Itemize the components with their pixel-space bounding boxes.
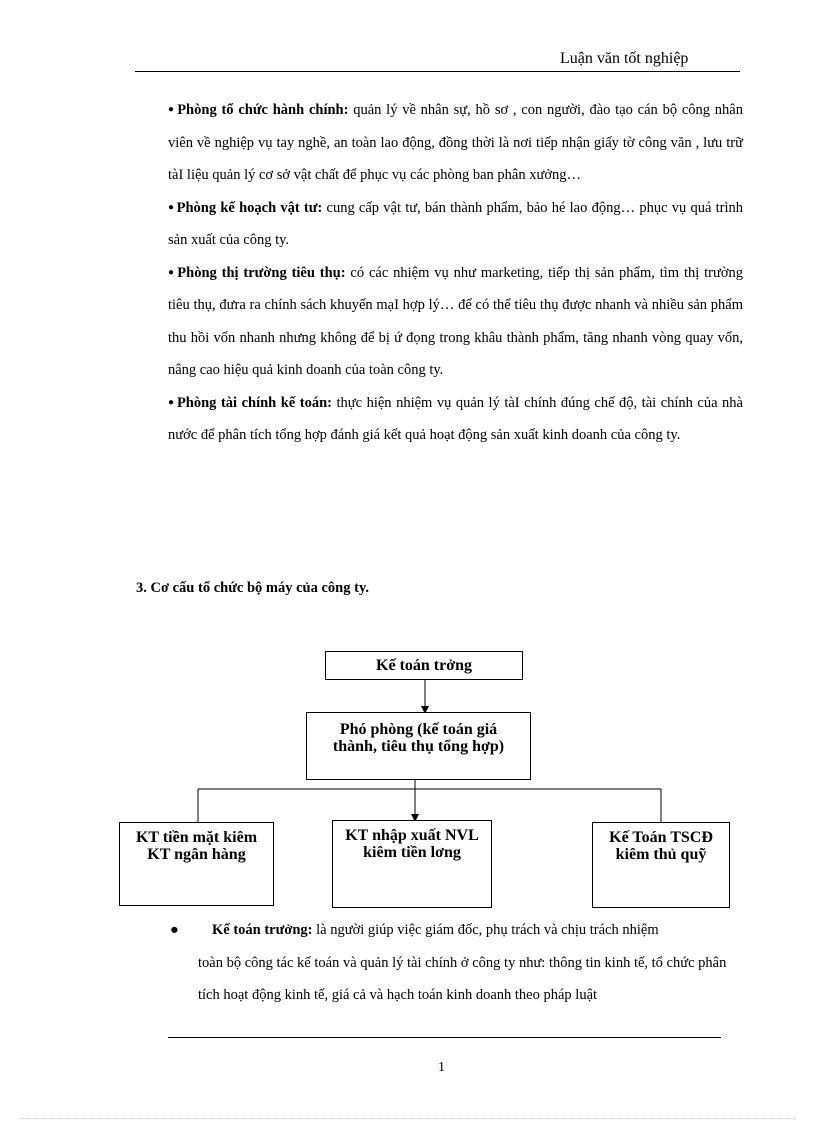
section-heading: 3. Cơ cấu tổ chức bộ máy của công ty.	[136, 580, 370, 596]
page-edge	[20, 1118, 796, 1119]
org-box-fixed-assets: Kế Toán TSCĐ kiêm thủ quỹ	[592, 822, 730, 908]
closing-text: là người giúp việc giám đốc, phụ trách và chịu trách nhiệm	[312, 922, 659, 938]
list-item-text: có các nhiệm vụ như marketing, tiếp thị sản phẩm, tìm thị trường tiêu thụ, đưra ra chính sách khuyến mạI hợp lý… để có thể tiêu thụ được nhanh và nhiều sản phẩm thu hồi vốn nhanh nhưng không để bị ứ đọng trong khâu thành phẩm, tăng nhanh vòng quay vốn, nâng cao hiệu quả kinh doanh của toàn công ty.	[168, 264, 743, 378]
closing-first-line	[170, 914, 745, 947]
page-number: 1	[438, 1060, 445, 1075]
org-box-cash: KT tiền mặt kiêm KT ngân hàng	[119, 822, 274, 906]
org-box-deputy: Phó phòng (kế toán giá thành, tiêu thụ tổng hợp)	[306, 712, 531, 780]
closing-heading: Kế toán trưởng:	[212, 922, 313, 938]
bullet-icon: ●	[168, 104, 176, 115]
closing-rest: toàn bộ công tác kế toán và quản lý tài chính ở công ty như: thông tin kinh tế, tổ chức phân tích hoạt động kinh tế, giá cả và hạch toán kinh doanh theo pháp luật	[198, 954, 727, 1003]
list-item-text: quản lý về nhân sự, hồ sơ , con người, đào tạo cán bộ công nhân viên về nghiệp vụ tay nghề, an toàn lao động, đồng thời là nơi tiếp nhận giấy tờ công văn , lưu trữ tàI liệu quản lý cơ sở vật chất để phục vụ các phòng ban phân xưởng…	[168, 102, 743, 183]
list-item-heading: Phòng thị trường tiêu thụ:	[177, 264, 346, 281]
bullet-icon: ●	[168, 201, 175, 213]
bullet-icon: ●	[168, 266, 176, 278]
list-item-heading: Phòng tổ chức hành chính:	[177, 102, 349, 118]
list-item-text: cung cấp vật tư, bán thành phẩm, bảo hé lao động… phục vụ quá trình sản xuất của công ty.	[168, 199, 743, 248]
header-title: Luận văn tốt nghiệp	[560, 50, 689, 67]
org-box-chief-accountant: Kế toán trởng	[325, 651, 523, 680]
list-item-heading: Phòng tài chính kế toán:	[176, 394, 332, 411]
bullet-icon: ●	[168, 396, 175, 408]
footer-rule	[168, 1037, 721, 1038]
bullet-icon: ●	[170, 922, 179, 938]
list-item-text: thực hiện nhiệm vụ quản lý tàI chính đúng chế độ, tài chính của nhà nước để phân tích tổng hợp đánh giá kết quả hoạt động sản xuất kinh doanh của công ty.	[168, 394, 743, 443]
list-item-heading: Phòng kế hoạch vật tư:	[176, 199, 323, 216]
chief-accountant-description	[170, 914, 745, 1012]
org-box-materials: KT nhập xuất NVL kiêm tiền lơng	[332, 820, 492, 908]
